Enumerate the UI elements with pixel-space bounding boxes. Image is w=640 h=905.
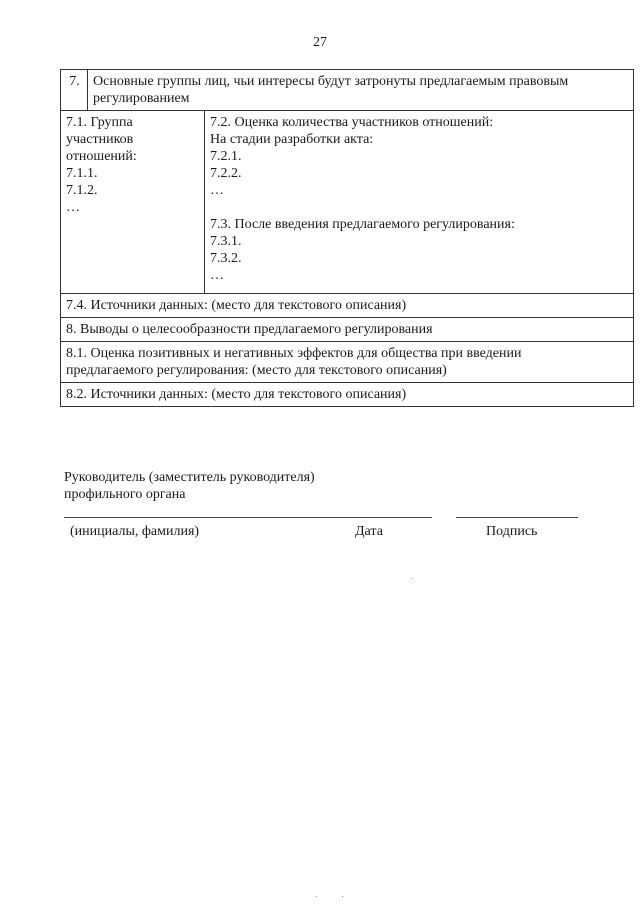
- row-8-text: 8. Выводы о целесообразности предлагаемого регулирования: [61, 318, 634, 342]
- signature-underline: [456, 517, 578, 518]
- estimate-line: 7.2.2.: [210, 166, 242, 181]
- row-8: [61, 318, 634, 342]
- estimate-line: 7.2. Оценка количества участников отношений:: [210, 115, 494, 130]
- estimate-line: 7.2.1.: [210, 149, 242, 164]
- assessment-table: [60, 69, 634, 407]
- estimate-line: На стадии разработки акта:: [210, 132, 374, 147]
- section-7-title-line: Основные группы лиц, чьи интересы будут затронуты предлагаемым правовым: [93, 74, 569, 89]
- participant-estimate-cell: [205, 111, 634, 294]
- section-7-row: [61, 70, 634, 111]
- group-cell-line: участников: [66, 132, 134, 147]
- row-8-1-line: предлагаемого регулирования: (место для текстового описания): [66, 363, 447, 378]
- scan-speck: [316, 896, 317, 897]
- scan-speck: [411, 578, 412, 579]
- participant-group-cell: [61, 111, 205, 294]
- signature-title-line: профильного органа: [64, 487, 186, 502]
- estimate-line: [210, 199, 629, 216]
- row-8-1-line: 8.1. Оценка позитивных и негативных эффектов для общества при введении: [66, 346, 522, 361]
- estimate-line: 7.3.1.: [210, 234, 242, 249]
- group-cell-line: 7.1. Группа: [66, 115, 133, 130]
- row-8-1: [61, 342, 634, 383]
- scan-speck: [342, 896, 343, 897]
- row-7-4: [61, 294, 634, 318]
- estimate-line: …: [210, 268, 224, 283]
- section-7-title: [88, 70, 634, 111]
- row-8-2-text: 8.2. Источники данных: (место для текстового описания): [61, 383, 634, 407]
- row-8-1-text: [61, 342, 634, 383]
- date-label: Дата: [355, 524, 383, 539]
- signature-title: [64, 469, 315, 503]
- name-label: (инициалы, фамилия): [70, 524, 200, 539]
- estimate-line: 7.3.2.: [210, 251, 242, 266]
- signature-title-line: Руководитель (заместитель руководителя): [64, 470, 315, 485]
- section-7-details-row: [61, 111, 634, 294]
- group-cell-line: 7.1.2.: [66, 183, 98, 198]
- group-cell-line: …: [66, 200, 80, 215]
- group-cell-line: 7.1.1.: [66, 166, 98, 181]
- estimate-line: 7.3. После введения предлагаемого регулирования:: [210, 217, 515, 232]
- estimate-line: …: [210, 183, 224, 198]
- signature-label: Подпись: [486, 524, 538, 539]
- row-8-2: [61, 383, 634, 407]
- section-7-title-line: регулированием: [93, 91, 190, 106]
- page-number: 27: [313, 35, 327, 50]
- group-cell-line: отношений:: [66, 149, 137, 164]
- name-underline: [64, 517, 432, 518]
- section-7-number: 7.: [61, 70, 88, 111]
- row-7-4-text: 7.4. Источники данных: (место для текстового описания): [61, 294, 634, 318]
